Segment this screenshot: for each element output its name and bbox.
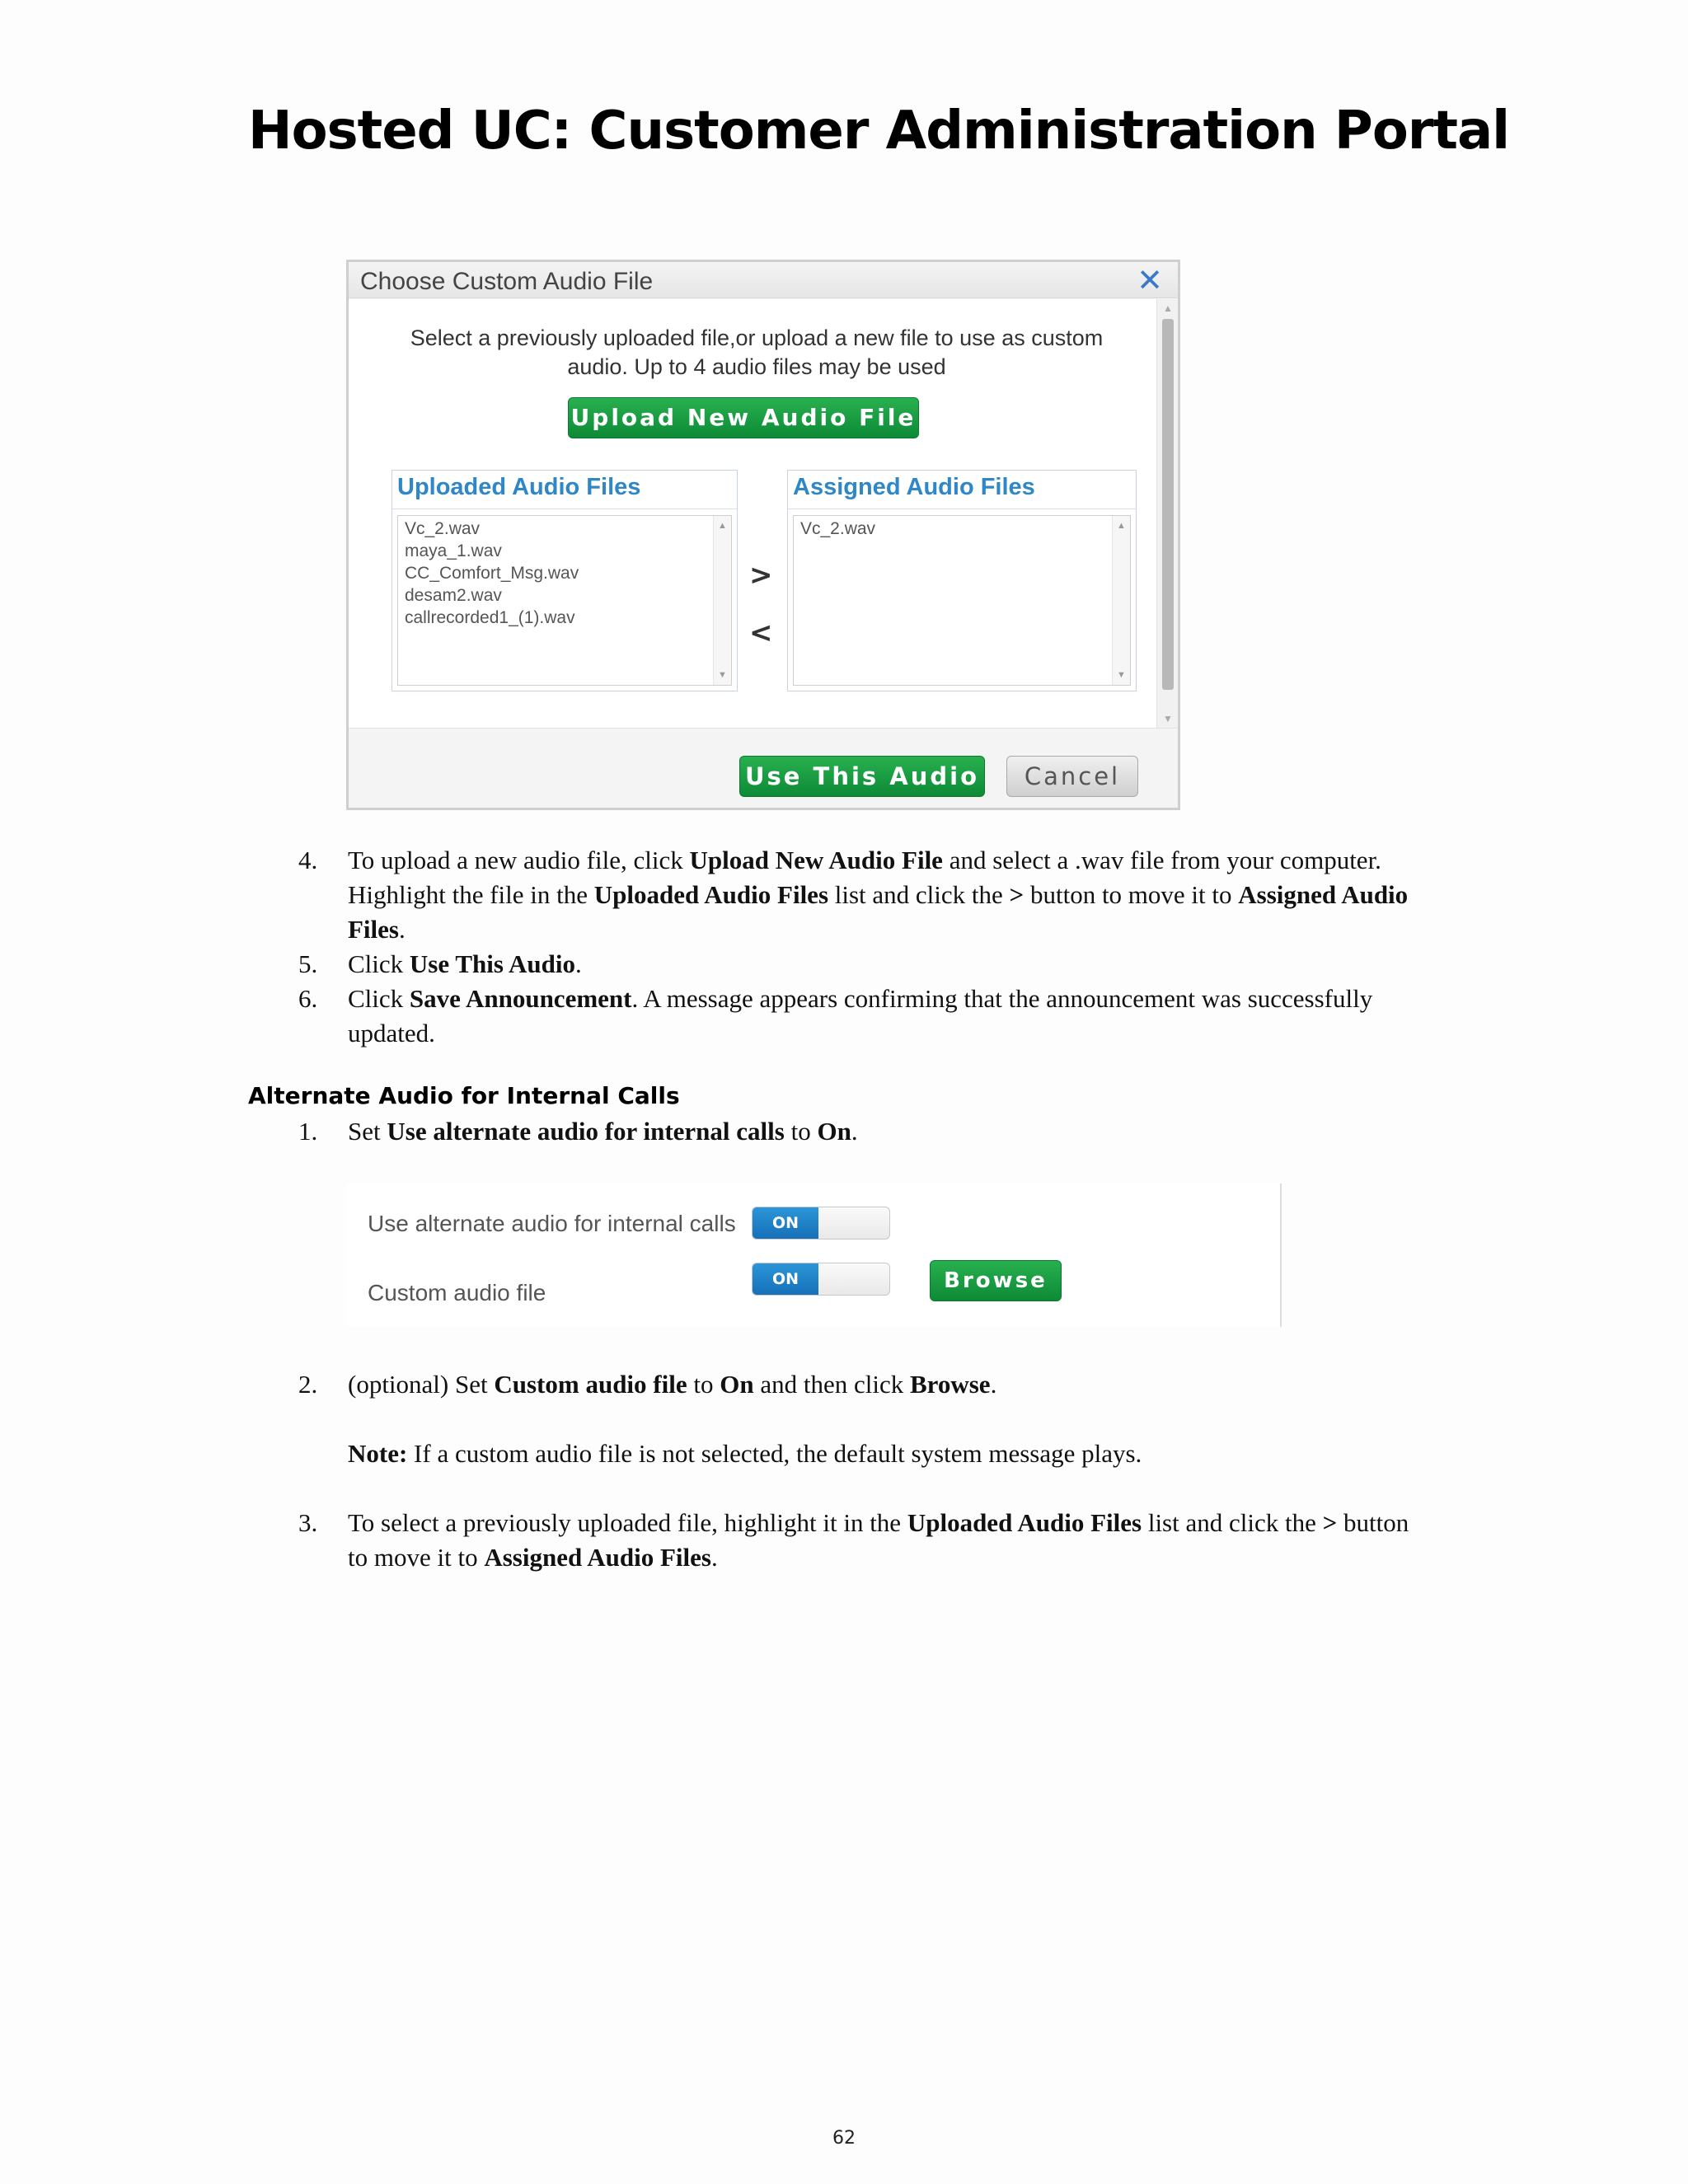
- instruction-line-2: audio. Up to 4 audio files may be used: [567, 354, 946, 379]
- list-item[interactable]: maya_1.wav: [405, 541, 502, 560]
- step-text: Click Save Announcement. A message appears confirming that the announcement was successfully updated.: [348, 984, 1373, 1047]
- step-number: 4.: [298, 846, 318, 874]
- list-item[interactable]: Vc_2.wav: [800, 519, 876, 538]
- toggle-on-state: ON: [753, 1207, 818, 1239]
- step-number: 6.: [298, 984, 318, 1013]
- dialog-instructions: [365, 324, 1148, 382]
- uploaded-files-panel: [392, 470, 738, 691]
- list-item[interactable]: CC_Comfort_Msg.wav: [405, 564, 579, 583]
- dialog-header: [349, 262, 1178, 298]
- page-number: 62: [832, 2128, 856, 2149]
- close-icon[interactable]: ✕: [1137, 264, 1163, 298]
- list-item[interactable]: callrecorded1_(1).wav: [405, 608, 575, 627]
- assigned-files-panel: [787, 470, 1137, 691]
- cancel-button[interactable]: Cancel: [1006, 756, 1138, 797]
- dialog-title: Choose Custom Audio File: [360, 268, 654, 295]
- step-text: Set Use alternate audio for internal calls to On.: [348, 1117, 858, 1146]
- list-scrollbar[interactable]: ▲ ▼: [1112, 516, 1130, 685]
- assigned-files-list[interactable]: [793, 515, 1131, 686]
- choose-audio-dialog: [346, 260, 1180, 810]
- section-heading: Alternate Audio for Internal Calls: [248, 1082, 680, 1109]
- custom-audio-toggle[interactable]: [752, 1263, 890, 1296]
- step-text: To upload a new audio file, click Upload New Audio File and select a .wav file from your computer. Highlight the file in the Uploaded Audio Files list and click the > button to move it to Assigned Audio Files.: [348, 846, 1409, 944]
- list-item[interactable]: Vc_2.wav: [405, 519, 481, 538]
- step-number: 3.: [298, 1508, 318, 1537]
- step-text: (optional) Set Custom audio file to On and then click Browse.: [348, 1370, 997, 1399]
- upload-new-audio-button[interactable]: Upload New Audio File: [568, 397, 919, 438]
- alternate-audio-label: Use alternate audio for internal calls: [368, 1211, 736, 1236]
- toggles-screenshot: [346, 1183, 1282, 1327]
- move-right-button[interactable]: >: [749, 559, 773, 592]
- move-left-button[interactable]: <: [749, 616, 773, 649]
- step-number: 5.: [298, 949, 318, 978]
- assigned-files-title: Assigned Audio Files: [793, 474, 1035, 500]
- page-title: Hosted UC: Customer Administration Portal: [248, 101, 1510, 162]
- step-number: 1.: [298, 1117, 318, 1146]
- list-scrollbar[interactable]: ▲ ▼: [713, 516, 731, 685]
- dialog-footer: [349, 728, 1178, 808]
- use-this-audio-button[interactable]: Use This Audio: [739, 756, 985, 797]
- custom-audio-label: Custom audio file: [368, 1280, 546, 1305]
- browse-button[interactable]: Browse: [930, 1260, 1062, 1301]
- note-text: Note: If a custom audio file is not selected, the default system message plays.: [348, 1439, 1142, 1468]
- step-text: To select a previously uploaded file, highlight it in the Uploaded Audio Files list and click the > button to move it to Assigned Audio Files.: [348, 1508, 1409, 1572]
- alternate-audio-toggle[interactable]: [752, 1207, 890, 1240]
- list-item[interactable]: desam2.wav: [405, 586, 502, 605]
- dialog-scrollbar[interactable]: ▲ ▼: [1156, 299, 1178, 728]
- uploaded-files-list[interactable]: [397, 515, 732, 686]
- uploaded-files-title: Uploaded Audio Files: [397, 474, 641, 500]
- step-text: Click Use This Audio.: [348, 949, 582, 978]
- dialog-body: [349, 299, 1156, 728]
- toggle-on-state: ON: [753, 1263, 818, 1295]
- instruction-line-1: Select a previously uploaded file,or upload a new file to use as custom: [410, 326, 1104, 350]
- step-number: 2.: [298, 1370, 318, 1399]
